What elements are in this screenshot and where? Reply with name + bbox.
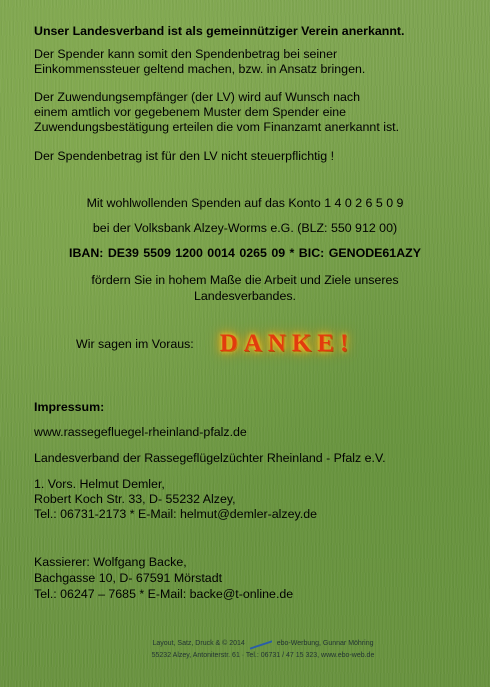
chair-contact: Tel.: 06731-2173 * E-Mail: helmut@demler-alzey.de (34, 507, 318, 521)
paragraph-line: Der Spendenbetrag ist für den LV nicht steuerpflichtig ! (34, 149, 335, 163)
footer-address: 55232 Alzey, Antoniterstr. 61 · Tel.: 06731 / 47 15 323, www.ebo-web.de (151, 652, 375, 659)
ebo-logo-icon (250, 632, 272, 649)
footer-credit-left: Layout, Satz, Druck & © 2014 (152, 640, 245, 647)
page-title: Unser Landesverband ist als gemeinnütziger Verein anerkannt. (34, 24, 405, 38)
treasurer-name: Kassierer: Wolfgang Backe, (34, 555, 187, 569)
paragraph-line: einem amtlich vor gegebenem Muster dem Spender eine (34, 105, 346, 119)
paragraph-line: Einkommenssteuer geltend machen, bzw. in Ansatz bringen. (34, 62, 366, 76)
iban-bic-line: IBAN: DE39 5509 1200 0014 0265 09 * BIC: GENODE61AZY (69, 246, 421, 260)
website-link[interactable]: www.rassegefluegel-rheinland-pfalz.de (34, 425, 247, 439)
paragraph-line: Der Zuwendungsempfänger (der LV) wird auf Wunsch nach (34, 90, 360, 104)
thanks-prefix: Wir sagen im Voraus: (76, 337, 194, 351)
support-line: fördern Sie in hohem Maße die Arbeit und Ziele unseres (91, 273, 399, 287)
bank-name-line: bei der Volksbank Alzey-Worms e.G. (BLZ: 550 912 00) (92, 221, 398, 235)
danke-banner: DANKE! (219, 330, 355, 357)
footer-credit-right: ebo-Werbung, Gunnar Möhring (276, 640, 374, 647)
chair-address: Robert Koch Str. 33, D- 55232 Alzey, (34, 492, 236, 506)
paragraph-line: Der Spender kann somit den Spendenbetrag bei seiner (34, 47, 338, 61)
treasurer-address: Bachgasse 10, D- 67591 Mörstadt (34, 571, 223, 585)
treasurer-contact: Tel.: 06247 – 7685 * E-Mail: backe@t-online.de (34, 587, 294, 601)
organization-name: Landesverband der Rassegeflügelzüchter Rheinland - Pfalz e.V. (34, 451, 386, 465)
impressum-heading: Impressum: (34, 400, 105, 414)
footer-credits (96, 636, 430, 662)
paragraph-line: Zuwendungsbestätigung erteilen die vom Finanzamt anerkannt ist. (34, 120, 400, 134)
chair-name: 1. Vors. Helmut Demler, (34, 477, 165, 491)
support-line: Landesverbandes. (194, 289, 296, 303)
bank-account-line: Mit wohlwollenden Spenden auf das Konto 1 4 0 2 6 5 0 9 (86, 196, 404, 210)
